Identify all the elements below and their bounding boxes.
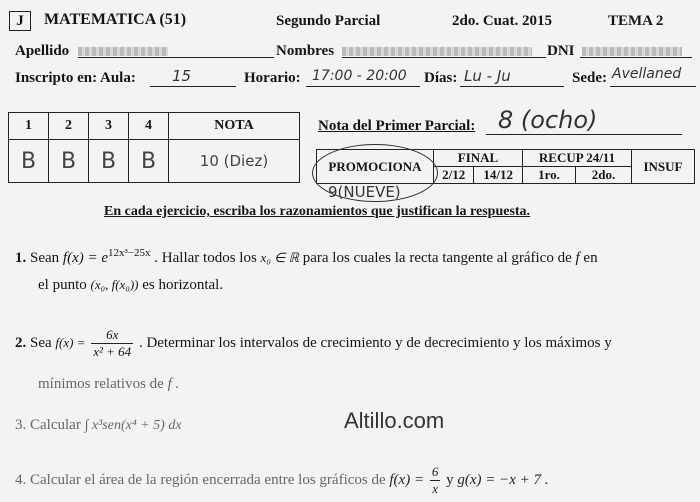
tema-label: TEMA 2 [608, 13, 664, 29]
dias-label: Días: [424, 70, 458, 86]
term-label: 2do. Cuat. 2015 [452, 13, 553, 29]
q4-numerator: 6 [431, 464, 439, 479]
insuf-cell: INSUF [632, 150, 695, 184]
aula-line [150, 86, 236, 87]
inscripto-label: Inscripto en: Aula: [15, 70, 136, 86]
grade-value-nota: 10 (Diez) [169, 140, 300, 183]
question-number: 3. [15, 417, 27, 433]
q2-line2: mínimos relativos de [38, 376, 164, 392]
q2-fn: f . [167, 376, 180, 392]
q2-text-a: Sea [30, 334, 52, 351]
grade-value-4: B [129, 140, 169, 183]
question-number: 4. [15, 471, 27, 488]
final-date-1: 2/12 [434, 167, 474, 184]
grade-header-nota: NOTA [169, 113, 300, 140]
q1-point: (x₀, f(x₀)) [90, 277, 139, 292]
q2-function: f(x) = [55, 334, 86, 350]
q1-text-b: . Hallar todos los [154, 250, 257, 266]
primer-parcial-line [486, 134, 682, 135]
q2-denominator: x² + 64 [93, 344, 132, 359]
q4-y: y [446, 471, 454, 488]
q1-text-c: para los cuales la recta tangente al gráfico de [302, 250, 572, 266]
nombres-redacted [342, 47, 532, 56]
question-1-line2 [38, 277, 223, 294]
q2-fraction [91, 327, 133, 360]
recup-option-1: 1ro. [523, 167, 576, 184]
grade-header-1: 1 [9, 113, 49, 140]
q4-g: g(x) = −x + 7 . [457, 471, 549, 488]
promociona-cell: PROMOCIONA [317, 150, 434, 184]
recup-cell: RECUP 24/11 [523, 150, 632, 167]
apellido-label: Apellido [15, 43, 70, 59]
horario-value: 17:00 - 20:00 [312, 68, 407, 84]
q4-fraction [430, 464, 441, 497]
dias-value: Lu - Ju [464, 67, 511, 85]
q4-text-a: Calcular el área de la región encerrada entre los gráficos de [30, 471, 386, 488]
question-3 [15, 417, 182, 434]
q1-text-d: en [583, 250, 598, 266]
promo-handwritten: 9(NUEVE) [328, 183, 401, 201]
aula-value: 15 [172, 67, 192, 85]
dni-line [580, 57, 692, 58]
sede-line [610, 86, 696, 87]
apellido-line [78, 57, 274, 58]
grade-header-3: 3 [89, 113, 129, 140]
q2-numerator: 6x [91, 327, 133, 344]
q1-end: es horizontal. [142, 277, 224, 293]
instruction: En cada ejercicio, escriba los razonamientos que justifican la respuesta. [104, 204, 531, 219]
q1-function: f(x) = e [62, 250, 109, 266]
dni-label: DNI [547, 43, 575, 59]
q3-integral: ∫ x³sen(x⁴ + 5) dx [84, 418, 182, 433]
question-2 [15, 327, 612, 360]
grade-value-3: B [89, 140, 129, 183]
q1-fn: f [575, 250, 580, 266]
grade-header-2: 2 [49, 113, 89, 140]
question-1 [15, 247, 598, 267]
course-title: MATEMATICA (51) [44, 11, 187, 28]
dni-redacted [582, 47, 682, 56]
q4-f: f(x) = [389, 471, 425, 488]
q2-text-b: . Determinar los intervalos de crecimiento y de decrecimiento y los máximos y [138, 334, 612, 351]
dias-line [460, 86, 564, 87]
q3-text-a: Calcular [30, 417, 81, 433]
final-date-2: 14/12 [474, 167, 523, 184]
exam-name: Segundo Parcial [276, 13, 381, 29]
q1-text-a: Sean [30, 250, 60, 266]
primer-parcial-value: 8 (ocho) [498, 106, 598, 134]
recup-option-2: 2do. [576, 167, 632, 184]
question-4 [15, 464, 549, 497]
nombres-line [342, 57, 546, 58]
sede-label: Sede: [572, 70, 607, 86]
grade-header-4: 4 [129, 113, 169, 140]
q1-x0: x₀ ∈ ℝ [260, 250, 299, 265]
question-2-line2 [38, 376, 179, 393]
q4-denominator: x [432, 481, 438, 496]
q1-line2: el punto [38, 277, 87, 293]
horario-label: Horario: [244, 70, 301, 86]
nombres-label: Nombres [276, 43, 335, 59]
horario-line [306, 86, 420, 87]
tema-box: J [9, 11, 31, 31]
apellido-redacted [78, 47, 168, 56]
question-number: 2. [15, 334, 27, 351]
grades-table [8, 112, 300, 183]
grade-value-2: B [49, 140, 89, 183]
watermark: Altillo.com [344, 408, 445, 433]
primer-parcial-label: Nota del Primer Parcial: [318, 118, 476, 134]
q1-exponent: 12x³−25x [108, 247, 151, 259]
sede-value: Avellaned [612, 66, 682, 82]
grade-value-1: B [9, 140, 49, 183]
question-number: 1. [15, 250, 27, 266]
final-cell: FINAL [434, 150, 523, 167]
